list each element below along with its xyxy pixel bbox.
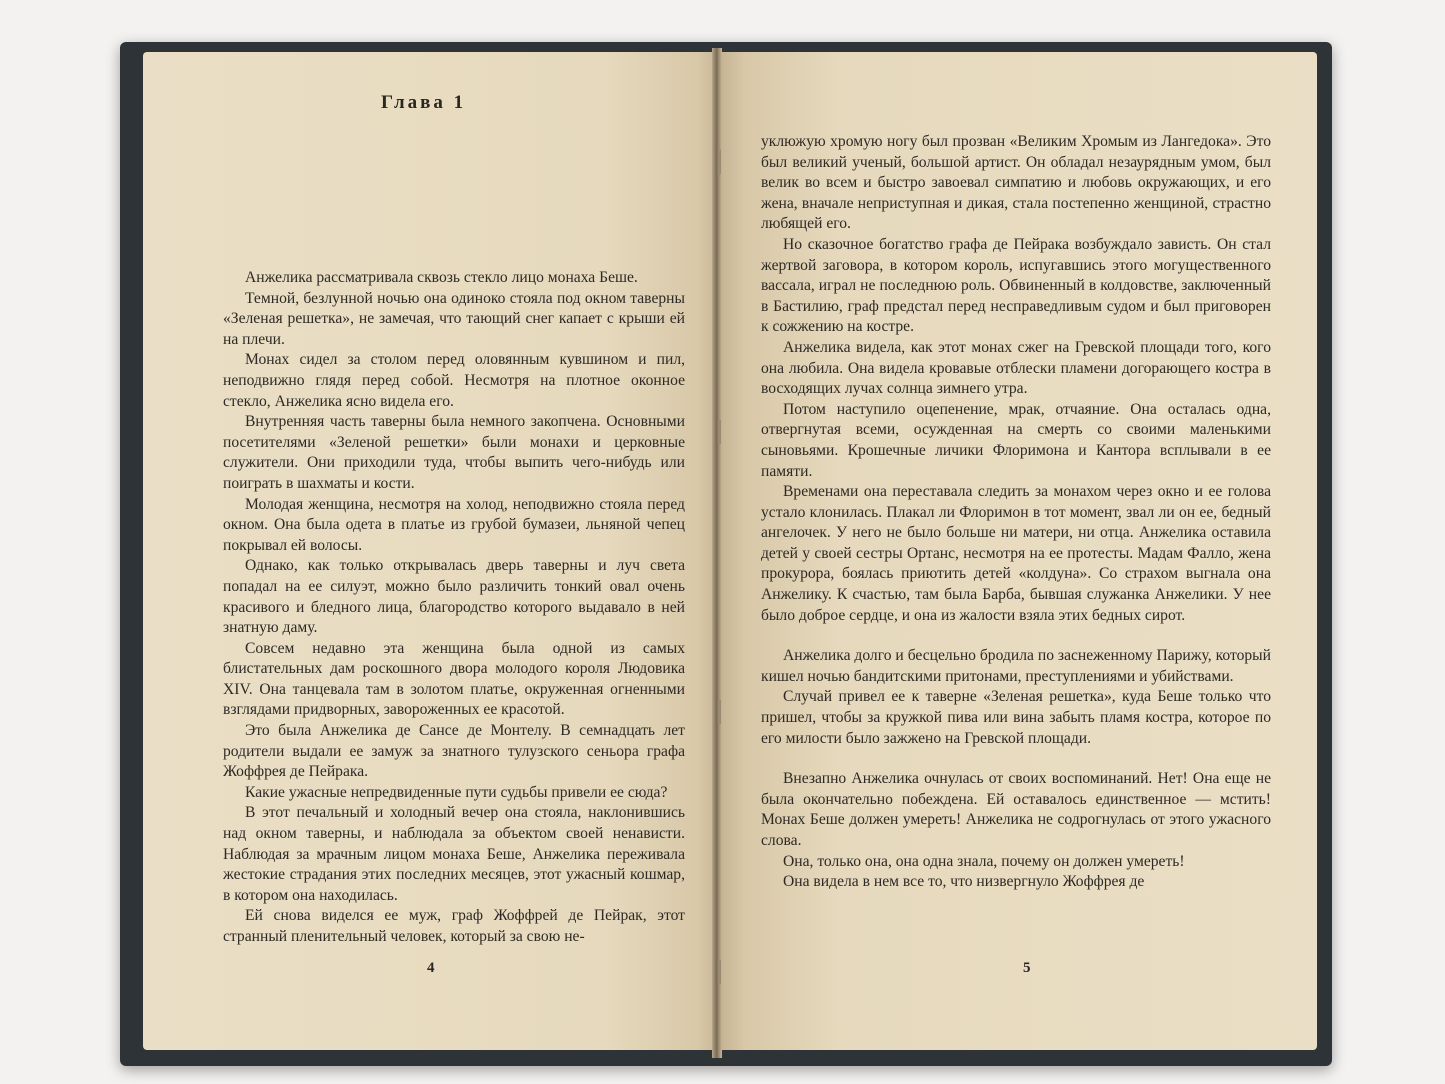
chapter-title: Глава 1	[381, 92, 467, 113]
left-page	[143, 52, 721, 1050]
left-page-number: 4	[427, 960, 435, 976]
paragraph: Анжелика видела, как этот монах сжег на Гревской площади того, кого она любила. Она видела кровавые отблески пламени догорающего костра в восходящих лучах солнца зимнего утра.	[761, 338, 1271, 398]
paragraph: Молодая женщина, несмотря на холод, неподвижно стояла перед окном. Она была одета в платье из грубой бумазеи, льняной чепец покрывал ей волосы.	[223, 495, 685, 554]
paragraph: Это была Анжелика де Сансе де Монтелу. В семнадцать лет родители выдали ее замуж за знатного тулузского сеньора графа Жоффрея де Пейрака.	[223, 722, 685, 781]
right-page-text	[761, 132, 1271, 893]
paragraph: Какие ужасные непредвиденные пути судьбы привели ее сюда?	[245, 783, 668, 801]
right-page	[721, 52, 1317, 1050]
binding-thread	[718, 150, 721, 174]
paragraph: Темной, безлунной ночью она одиноко стояла под окном таверны «Зеленая решетка», не замечая, что тающий снег капает с крыши ей на плечи.	[223, 289, 685, 348]
book-gutter	[712, 48, 722, 1058]
paragraph: Временами она переставала следить за монахом через окно и ее голова устало клонилась. Плакал ли Флоримон в тот момент, звал ли он ее, бедный ангелочек. У него не было больше ни матери, ни отца. Анжелика оставила детей у своей сестры Ортанс, несмотря на ее протесты. Мадам Фалло, жена прокурора, боялась приютить детей «колдуна». Со страхом выгнала она Анжелику. К счастью, там была Барба, бывшая служанка Анжелики. У нее было доброе сердце, и она из жалости взяла этих бедных сирот.	[761, 483, 1271, 624]
binding-thread	[718, 960, 721, 984]
paragraph: Но сказочное богатство графа де Пейрака возбуждало зависть. Он стал жертвой заговора, в котором король, испугавшись этого могущественного вассала, играл не последнюю роль. Обвиненный в колдовстве, заключенный в Бастилию, граф предстал перед несправедливым судом и был приговорен к сожжению на костре.	[761, 235, 1271, 336]
paragraph: Совсем недавно эта женщина была одной из самых блистательных дам роскошного двора молодого короля Людовика XIV. Она танцевала там в золотом платье, окруженная огненными взглядами придворных, завороженных ее красотой.	[223, 639, 685, 719]
paragraph: Случай привел ее к таверне «Зеленая решетка», куда Беше только что пришел, чтобы за кружкой пива или вина забыть пламя костра, которое по его милости было зажжено на Гревской площади.	[761, 688, 1271, 747]
paragraph: Внутренняя часть таверны была немного закопчена. Основными посетителями «Зеленой решетки» были монахи и церковные служители. Они приходили туда, чтобы выпить чего-нибудь или поиграть в шахматы и кости.	[223, 413, 685, 492]
paragraph: Однако, как только открывалась дверь таверны и луч света попадал на ее силуэт, можно было различить тонкий овал очень красивого и бледного лица, благородство которого выдавало в ней знатную даму.	[223, 557, 685, 637]
paragraph: Анжелика рассматривала сквозь стекло лицо монаха Беше.	[245, 269, 638, 286]
paragraph: В этот печальный и холодный вечер она стояла, наклонившись над окном таверны, и наблюдала за объектом своей ненависти. Наблюдая за мрачным лицом монаха Беше, Анжелика переживала жестокие страдания этих последних месяцев, этот ужасный кошмар, в котором она находилась.	[223, 804, 685, 904]
paragraph: уклюжую хромую ногу был прозван «Великим Хромым из Лангедока». Это был великий ученый, большой артист. Он обладал незаурядным умом, был велик во всем и быстро завоевал симпатию и любовь окружающих, и его жена, вначале неприступная и дикая, стала постепенно женщиной, страстно любящей его.	[761, 133, 1271, 233]
paragraph: Анжелика долго и бесцельно бродила по заснеженному Парижу, который кишел ночью бандитскими притонами, преступлениями и убийствами.	[761, 647, 1271, 685]
paragraph: Она, только она, она одна знала, почему он должен умереть!	[783, 852, 1185, 870]
binding-thread	[718, 700, 721, 724]
binding-thread	[718, 420, 721, 444]
paragraph: Ей снова виделся ее муж, граф Жоффрей де Пейрак, этот странный пленительный человек, который за свою не-	[223, 907, 685, 945]
paragraph: Потом наступило оцепенение, мрак, отчаяние. Она осталась одна, отвергнутая всеми, осужденная на смерть со своими маленькими сыновьями. Крошечные личики Флоримона и Кантора всплывали в ее памяти.	[761, 400, 1271, 480]
paragraph: Она видела в нем все то, что низвергнуло Жоффрея де	[783, 873, 1145, 891]
right-page-number: 5	[1023, 960, 1031, 976]
paragraph: Внезапно Анжелика очнулась от своих воспоминаний. Нет! Она еще не была окончательно побеждена. Ей оставалось единственное — мстить! Монах Беше должен умереть! Анжелика не содрогнулась от этого ужасного слова.	[761, 770, 1271, 849]
left-page-text	[223, 268, 685, 948]
paragraph: Монах сидел за столом перед оловянным кувшином и пил, неподвижно глядя перед собой. Несмотря на плотное оконное стекло, Анжелика ясно видела его.	[223, 351, 685, 410]
